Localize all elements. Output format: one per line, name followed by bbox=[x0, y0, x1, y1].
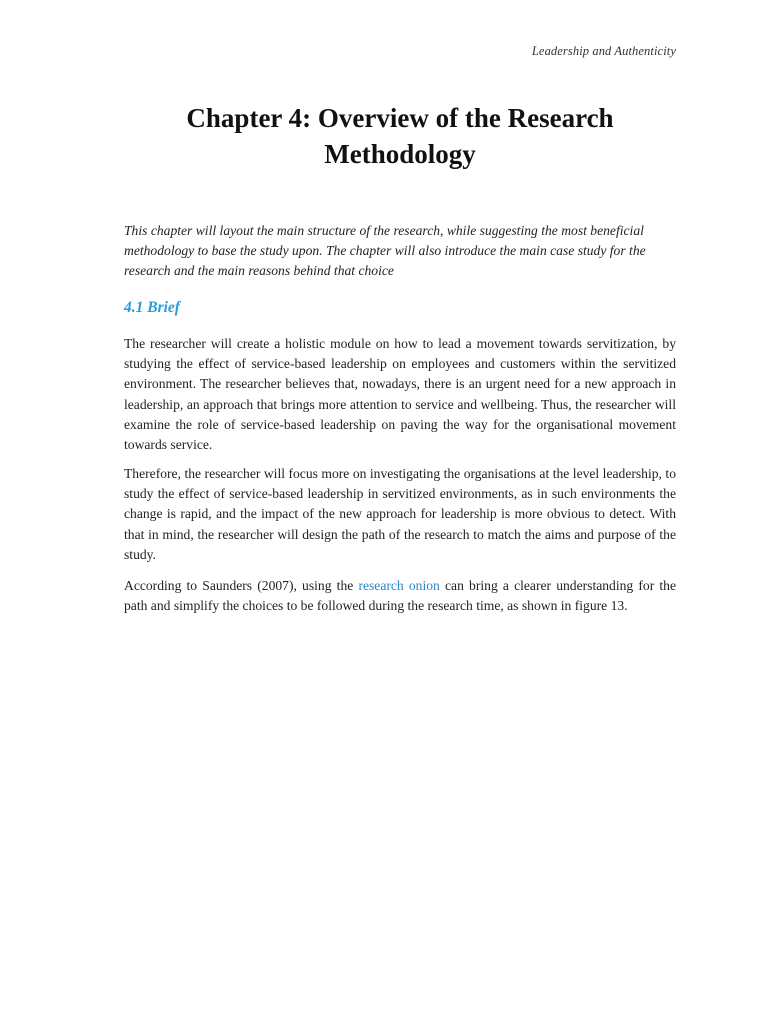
body-paragraph-2: Therefore, the researcher will focus more on investigating the organisations at the level leadership, to study the effect of service-based leadership in servitized environments, as in such environments the change is rapid, and the impact of the new approach for leadership is more obvious to detect. With that in mind, the researcher will design the path of the research to match the aims and purpose of the study. bbox=[124, 466, 676, 562]
body-paragraph-1: The researcher will create a holistic module on how to lead a movement towards servitization, by studying the effect of service-based leadership on employees and customers within the servitized environment. The researcher believes that, nowadays, there is an urgent need for a new approach in leadership, an approach that brings more attention to service and wellbeing. Thus, the researcher will examine the role of service-based leadership on paving the way for the organisational movement towards service. bbox=[124, 336, 676, 453]
chapter-intro: This chapter will layout the main structure of the research, while suggesting the most beneficial methodology to base the study upon. The chapter will also introduce the main case study for the research and the main reasons behind that choice bbox=[124, 223, 646, 278]
paragraph-3-text-after: can bring a clearer understanding for the path and simplify the choices to be followed during the research time, as shown in figure 13. bbox=[124, 578, 676, 614]
section-heading: 4.1 Brief bbox=[124, 299, 180, 316]
chapter-title: Chapter 4: Overview of the Research Methodology bbox=[186, 103, 614, 169]
paragraph-3-text-before: According to Saunders (2007), using the bbox=[124, 578, 359, 593]
running-header: Leadership and Authenticity bbox=[531, 44, 676, 58]
research-onion-link[interactable]: research onion bbox=[358, 578, 440, 593]
body-paragraph-3 bbox=[124, 576, 676, 616]
